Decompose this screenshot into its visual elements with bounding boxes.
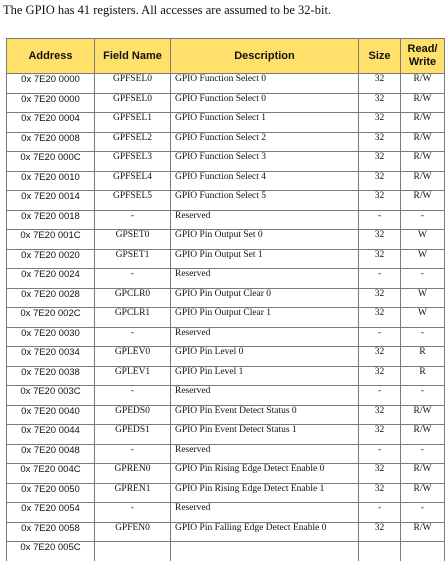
address-cell: 0x 7E20 0008 [7, 132, 95, 152]
table-row [7, 113, 445, 133]
address-cell: 0x 7E20 0018 [7, 210, 95, 230]
size-cell: 32 [359, 405, 401, 425]
description-cell: Reserved [171, 210, 359, 230]
size-cell: - [359, 386, 401, 406]
header-size: Size [359, 39, 401, 74]
address-cell: 0x 7E20 0010 [7, 171, 95, 191]
address-cell: 0x 7E20 0048 [7, 444, 95, 464]
header-address: Address [7, 39, 95, 74]
field-name-cell: GPFSEL4 [95, 171, 171, 191]
header-read-write [401, 39, 445, 74]
size-cell: - [359, 210, 401, 230]
read-write-cell: - [401, 327, 445, 347]
table-body [7, 74, 445, 561]
address-cell: 0x 7E20 0004 [7, 113, 95, 133]
address-cell: 0x 7E20 0050 [7, 483, 95, 503]
size-cell: 32 [359, 366, 401, 386]
description-cell: Reserved [171, 269, 359, 289]
description-cell: GPIO Pin Output Clear 0 [171, 288, 359, 308]
description-cell: Reserved [171, 327, 359, 347]
read-write-cell: W [401, 288, 445, 308]
table-row [7, 308, 445, 328]
address-cell: 0x 7E20 000C [7, 152, 95, 172]
field-name-cell: GPEDS0 [95, 405, 171, 425]
address-cell: 0x 7E20 0020 [7, 249, 95, 269]
description-cell: Reserved [171, 444, 359, 464]
address-cell: 0x 7E20 0034 [7, 347, 95, 367]
read-write-cell: W [401, 249, 445, 269]
address-cell: 0x 7E20 005C [7, 542, 95, 561]
read-write-cell: R/W [401, 152, 445, 172]
field-name-cell: GPCLR1 [95, 308, 171, 328]
table-row [7, 210, 445, 230]
table-row [7, 542, 445, 561]
read-write-cell: - [401, 503, 445, 523]
read-write-cell: R [401, 347, 445, 367]
field-name-cell: GPFSEL2 [95, 132, 171, 152]
address-cell: 0x 7E20 0040 [7, 405, 95, 425]
size-cell: - [359, 327, 401, 347]
field-name-cell: GPFSEL5 [95, 191, 171, 211]
table-row [7, 464, 445, 484]
description-cell: GPIO Pin Output Set 1 [171, 249, 359, 269]
table-row [7, 191, 445, 211]
field-name-cell: GPSET1 [95, 249, 171, 269]
read-write-cell: - [401, 210, 445, 230]
address-cell: 0x 7E20 0030 [7, 327, 95, 347]
field-name-cell: GPFSEL0 [95, 74, 171, 94]
size-cell: 32 [359, 464, 401, 484]
description-cell: GPIO Pin Rising Edge Detect Enable 0 [171, 464, 359, 484]
read-write-cell: W [401, 308, 445, 328]
size-cell [359, 542, 401, 561]
address-cell: 0x 7E20 0028 [7, 288, 95, 308]
read-write-cell: R/W [401, 405, 445, 425]
size-cell: 32 [359, 132, 401, 152]
read-write-cell: W [401, 230, 445, 250]
field-name-cell: GPFSEL3 [95, 152, 171, 172]
table-row [7, 93, 445, 113]
description-cell: GPIO Pin Output Clear 1 [171, 308, 359, 328]
description-cell: GPIO Pin Rising Edge Detect Enable 1 [171, 483, 359, 503]
size-cell: - [359, 269, 401, 289]
size-cell: - [359, 503, 401, 523]
field-name-cell: GPEDS1 [95, 425, 171, 445]
size-cell: 32 [359, 230, 401, 250]
size-cell: 32 [359, 113, 401, 133]
field-name-cell: GPFSEL1 [95, 113, 171, 133]
read-write-cell [401, 542, 445, 561]
field-name-cell: GPFEN0 [95, 522, 171, 542]
table-row [7, 327, 445, 347]
table-row [7, 74, 445, 94]
table-row [7, 366, 445, 386]
field-name-cell: GPLEV0 [95, 347, 171, 367]
read-write-cell: R/W [401, 132, 445, 152]
table-row [7, 152, 445, 172]
field-name-cell: - [95, 327, 171, 347]
address-cell: 0x 7E20 0000 [7, 74, 95, 94]
description-cell: GPIO Pin Event Detect Status 0 [171, 405, 359, 425]
read-write-cell: - [401, 444, 445, 464]
read-write-cell: - [401, 386, 445, 406]
description-cell: Reserved [171, 503, 359, 523]
header-read-write-label: Read/ Write [407, 43, 438, 68]
description-cell: GPIO Pin Event Detect Status 1 [171, 425, 359, 445]
address-cell: 0x 7E20 0038 [7, 366, 95, 386]
table-row [7, 171, 445, 191]
field-name-cell: - [95, 444, 171, 464]
read-write-cell: - [401, 269, 445, 289]
table-header-row [7, 39, 445, 74]
size-cell: 32 [359, 249, 401, 269]
description-cell: GPIO Function Select 4 [171, 171, 359, 191]
field-name-cell: - [95, 503, 171, 523]
size-cell: - [359, 444, 401, 464]
description-cell: GPIO Pin Output Set 0 [171, 230, 359, 250]
description-cell: GPIO Function Select 3 [171, 152, 359, 172]
address-cell: 0x 7E20 004C [7, 464, 95, 484]
description-cell [171, 542, 359, 561]
size-cell: 32 [359, 347, 401, 367]
header-field-name: Field Name [95, 39, 171, 74]
size-cell: 32 [359, 191, 401, 211]
table-row [7, 249, 445, 269]
description-cell: GPIO Pin Falling Edge Detect Enable 0 [171, 522, 359, 542]
field-name-cell [95, 542, 171, 561]
field-name-cell: - [95, 386, 171, 406]
address-cell: 0x 7E20 0058 [7, 522, 95, 542]
field-name-cell: GPLEV1 [95, 366, 171, 386]
table-row [7, 522, 445, 542]
read-write-cell: R/W [401, 522, 445, 542]
description-cell: GPIO Function Select 5 [171, 191, 359, 211]
address-cell: 0x 7E20 0044 [7, 425, 95, 445]
read-write-cell: R/W [401, 171, 445, 191]
description-cell: GPIO Function Select 0 [171, 93, 359, 113]
read-write-cell: R/W [401, 425, 445, 445]
size-cell: 32 [359, 425, 401, 445]
address-cell: 0x 7E20 0000 [7, 93, 95, 113]
table-row [7, 503, 445, 523]
table-row [7, 288, 445, 308]
field-name-cell: GPREN1 [95, 483, 171, 503]
description-cell: GPIO Function Select 2 [171, 132, 359, 152]
address-cell: 0x 7E20 0014 [7, 191, 95, 211]
address-cell: 0x 7E20 003C [7, 386, 95, 406]
table-row [7, 483, 445, 503]
read-write-cell: R/W [401, 191, 445, 211]
read-write-cell: R/W [401, 483, 445, 503]
gpio-register-table [6, 38, 445, 561]
field-name-cell: - [95, 210, 171, 230]
header-description: Description [171, 39, 359, 74]
size-cell: 32 [359, 522, 401, 542]
size-cell: 32 [359, 74, 401, 94]
table-row [7, 269, 445, 289]
address-cell: 0x 7E20 002C [7, 308, 95, 328]
description-cell: GPIO Function Select 0 [171, 74, 359, 94]
size-cell: 32 [359, 308, 401, 328]
read-write-cell: R/W [401, 464, 445, 484]
size-cell: 32 [359, 171, 401, 191]
description-cell: GPIO Pin Level 1 [171, 366, 359, 386]
field-name-cell: GPREN0 [95, 464, 171, 484]
description-cell: Reserved [171, 386, 359, 406]
table-row [7, 230, 445, 250]
size-cell: 32 [359, 288, 401, 308]
table-row [7, 425, 445, 445]
size-cell: 32 [359, 152, 401, 172]
address-cell: 0x 7E20 0054 [7, 503, 95, 523]
address-cell: 0x 7E20 001C [7, 230, 95, 250]
table-row [7, 347, 445, 367]
read-write-cell: R [401, 366, 445, 386]
description-cell: GPIO Function Select 1 [171, 113, 359, 133]
table-row [7, 444, 445, 464]
read-write-cell: R/W [401, 74, 445, 94]
description-cell: GPIO Pin Level 0 [171, 347, 359, 367]
field-name-cell: - [95, 269, 171, 289]
address-cell: 0x 7E20 0024 [7, 269, 95, 289]
table-row [7, 405, 445, 425]
intro-text: The GPIO has 41 registers. All accesses are assumed to be 32-bit. [3, 3, 332, 17]
table-row [7, 386, 445, 406]
read-write-cell: R/W [401, 93, 445, 113]
read-write-cell: R/W [401, 113, 445, 133]
field-name-cell: GPSET0 [95, 230, 171, 250]
field-name-cell: GPCLR0 [95, 288, 171, 308]
field-name-cell: GPFSEL0 [95, 93, 171, 113]
size-cell: 32 [359, 93, 401, 113]
table-row [7, 132, 445, 152]
size-cell: 32 [359, 483, 401, 503]
